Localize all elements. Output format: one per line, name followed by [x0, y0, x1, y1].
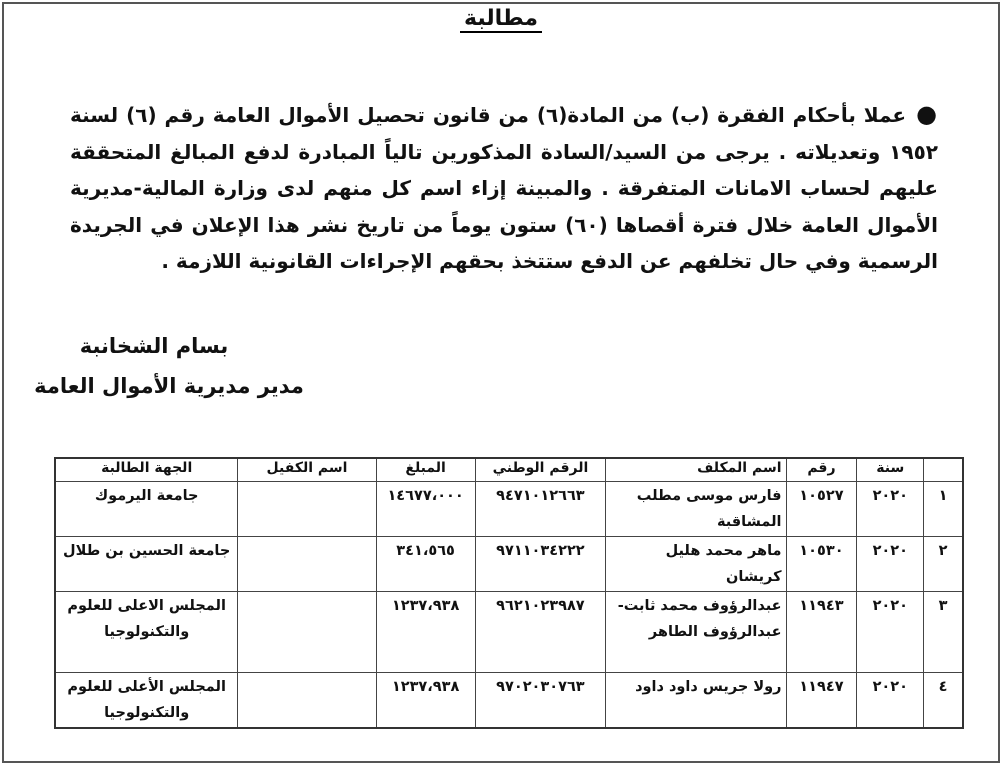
table-row — [55, 592, 963, 673]
bullet-icon: ● — [916, 100, 938, 128]
cell-agency: المجلس الأعلى للعلوم والتكنولوجيا — [55, 673, 238, 729]
table-header-row — [55, 458, 963, 482]
header-name: اسم المكلف — [606, 458, 786, 482]
header-guarantor: اسم الكفيل — [238, 458, 376, 482]
cell-national-id: ٩٦٢١٠٢٣٩٨٧ — [475, 592, 606, 673]
cell-amount: ١٤٦٧٧،٠٠٠ — [376, 482, 475, 537]
cell-number: ١١٩٤٧ — [786, 673, 857, 729]
cell-index: ٣ — [924, 592, 963, 673]
cell-amount: ١٢٣٧،٩٣٨ — [376, 673, 475, 729]
cell-year: ٢٠٢٠ — [857, 537, 924, 592]
cell-national-id: ٩٧١١٠٣٤٢٢٢ — [475, 537, 606, 592]
cell-agency: المجلس الاعلى للعلوم والتكنولوجيا — [55, 592, 238, 673]
cell-guarantor — [238, 592, 376, 673]
cell-name: عبدالرؤوف محمد ثابت-عبدالرؤوف الطاهر — [606, 592, 786, 673]
claims-table — [54, 457, 964, 729]
cell-guarantor — [238, 537, 376, 592]
cell-name: فارس موسى مطلب المشاقبة — [606, 482, 786, 537]
header-number: رقم — [786, 458, 857, 482]
table-row — [55, 673, 963, 729]
header-agency: الجهة الطالبة — [55, 458, 238, 482]
table-row — [55, 537, 963, 592]
cell-national-id: ٩٤٧١٠١٢٦٦٣ — [475, 482, 606, 537]
cell-number: ١١٩٤٣ — [786, 592, 857, 673]
cell-guarantor — [238, 482, 376, 537]
cell-year: ٢٠٢٠ — [857, 592, 924, 673]
header-national-id: الرقم الوطني — [475, 458, 606, 482]
cell-index: ١ — [924, 482, 963, 537]
cell-guarantor — [238, 673, 376, 729]
header-year: سنة — [857, 458, 924, 482]
cell-index: ٤ — [924, 673, 963, 729]
cell-amount: ٣٤١،٥٦٥ — [376, 537, 475, 592]
cell-national-id: ٩٧٠٢٠٣٠٧٦٣ — [475, 673, 606, 729]
claim-paragraph — [70, 96, 938, 280]
signer-role: مدير مديرية الأموال العامة — [34, 374, 304, 398]
cell-index: ٢ — [924, 537, 963, 592]
cell-name: ماهر محمد هليل كريشان — [606, 537, 786, 592]
cell-number: ١٠٥٢٧ — [786, 482, 857, 537]
cell-year: ٢٠٢٠ — [857, 673, 924, 729]
cell-amount: ١٢٣٧،٩٣٨ — [376, 592, 475, 673]
document-page — [2, 2, 1000, 763]
table-row — [55, 482, 963, 537]
cell-agency: جامعة اليرموك — [55, 482, 238, 537]
cell-number: ١٠٥٣٠ — [786, 537, 857, 592]
document-title: مطالبة — [4, 6, 998, 31]
cell-year: ٢٠٢٠ — [857, 482, 924, 537]
signer-name: بسام الشخانبة — [79, 334, 229, 358]
cell-name: رولا جريس داود داود — [606, 673, 786, 729]
claim-paragraph-text: عملا بأحكام الفقرة (ب) من المادة(٦) من قانون تحصيل الأموال العامة رقم (٦) لسنة ١٩٥٢ وتعديلاته . يرجى من السيد/السادة المذكورين تالياً المبادرة لدفع المبالغ المتحققة عليهم لحساب الامانات المتفرقة . والمبينة إزاء اسم كل منهم لدى وزارة المالية-مديرية الأموال العامة خلال فترة أقصاها (٦٠) ستون يوماً من تاريخ نشر هذا الإعلان في الجريدة الرسمية وفي حال تخلفهم عن الدفع ستتخذ بحقهم الإجراءات القانونية اللازمة . — [70, 103, 938, 273]
header-amount: المبلغ — [376, 458, 475, 482]
header-index — [924, 458, 963, 482]
cell-agency: جامعة الحسين بن طلال — [55, 537, 238, 592]
